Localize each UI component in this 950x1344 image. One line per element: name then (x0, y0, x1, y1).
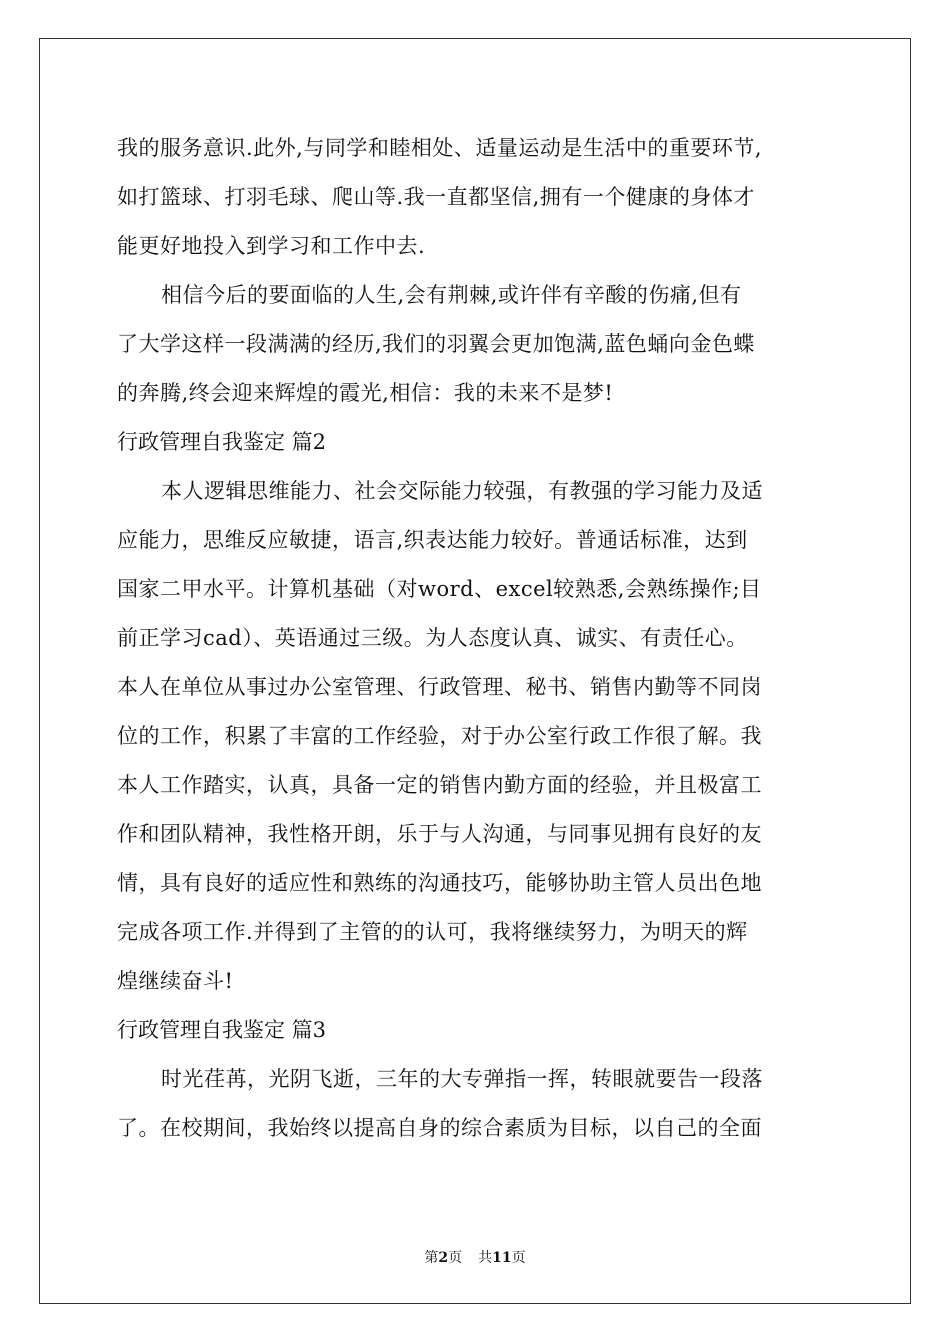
text-line: 本人在单位从事过办公室管理、行政管理、秘书、销售内勤等不同岗 (117, 675, 762, 699)
page-footer (0, 1247, 950, 1267)
text-line: 本人工作踏实，认真，具备一定的销售内勤方面的经验，并且极富工 (117, 773, 762, 797)
text-line: 相信今后的要面临的人生,会有荆棘,或许伴有辛酸的伤痛,但有 (161, 283, 742, 307)
text-line: 完成各项工作.并得到了主管的的认可，我将继续努力，为明天的辉 (117, 920, 748, 944)
total-prefix: 共 (478, 1250, 493, 1266)
text-line: 能更好地投入到学习和工作中去. (117, 234, 426, 258)
text-line: 前正学习cad）、英语通过三级。为人态度认真、诚实、有责任心。 (117, 626, 748, 650)
document-body (117, 124, 833, 1153)
text-line: 作和团队精神，我性格开朗，乐于与人沟通，与同事见拥有良好的友 (117, 822, 762, 846)
text-line: 如打篮球、打羽毛球、爬山等.我一直都坚信,拥有一个健康的身体才 (117, 185, 755, 209)
text-line: 我的服务意识.此外,与同学和睦相处、适量运动是生活中的重要环节, (117, 136, 763, 160)
total-suffix: 页 (511, 1250, 526, 1266)
page-prefix: 第 (424, 1250, 439, 1266)
page-number: 2 (438, 1250, 449, 1266)
text-line: 的奔腾,终会迎来辉煌的霞光,相信：我的未来不是梦! (117, 381, 614, 405)
section-heading: 行政管理自我鉴定 篇2 (117, 430, 327, 454)
paragraph (117, 467, 833, 1006)
text-line: 应能力，思维反应敏捷，语言,织表达能力较好。普通话标准，达到 (117, 528, 748, 552)
paragraph (117, 271, 833, 418)
page-suffix: 页 (448, 1250, 463, 1266)
text-line: 了大学这样一段满满的经历,我们的羽翼会更加饱满,蓝色蛹向金色蝶 (117, 332, 755, 356)
text-line: 位的工作，积累了丰富的工作经验，对于办公室行政工作很了解。我 (117, 724, 762, 748)
text-line: 情，具有良好的适应性和熟练的沟通技巧，能够协助主管人员出色地 (117, 871, 762, 895)
text-line: 国家二甲水平。计算机基础（对word、excel较熟悉,会熟练操作;目 (117, 577, 762, 601)
total-pages: 11 (492, 1250, 512, 1266)
paragraph (117, 1055, 833, 1153)
section-heading: 行政管理自我鉴定 篇3 (117, 1018, 327, 1042)
paragraph (117, 124, 833, 271)
text-line: 本人逻辑思维能力、社会交际能力较强，有教强的学习能力及适 (161, 479, 763, 503)
text-line: 了。在校期间，我始终以提高自身的综合素质为目标，以自己的全面 (117, 1116, 762, 1140)
text-line: 煌继续奋斗! (117, 969, 234, 993)
text-line: 时光荏苒，光阴飞逝，三年的大专弹指一挥，转眼就要告一段落 (161, 1067, 763, 1091)
